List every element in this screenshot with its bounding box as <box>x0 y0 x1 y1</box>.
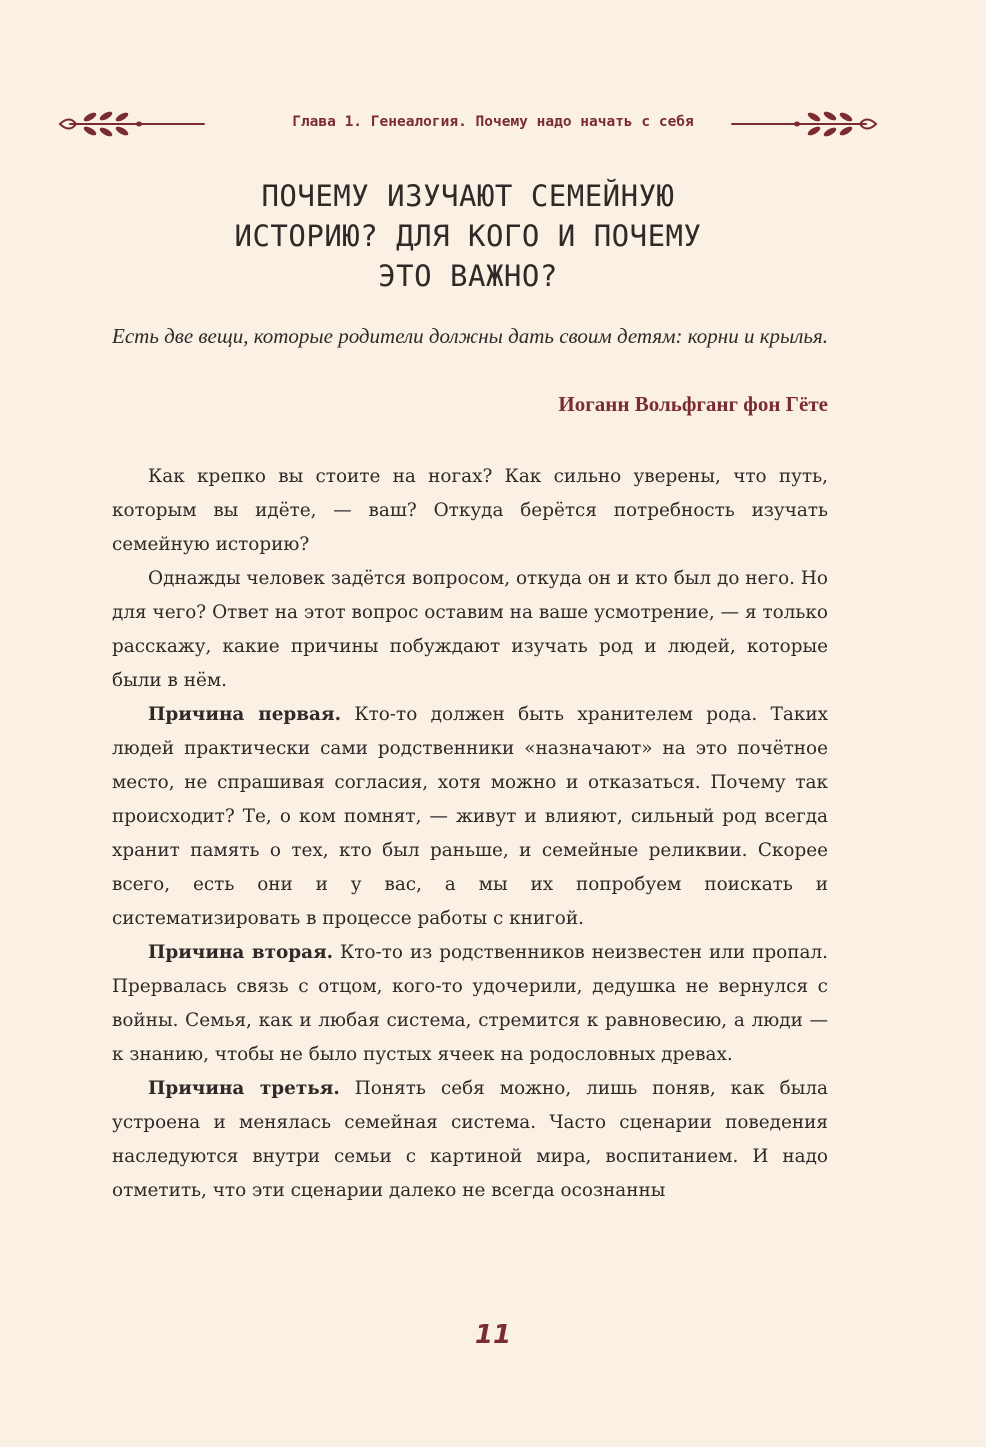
paragraph-lead: Причина вторая. <box>148 942 334 963</box>
paragraph <box>112 1072 828 1208</box>
running-title: Глава 1. Генеалогия. Почему надо начать с себя <box>292 114 694 130</box>
paragraph <box>112 698 828 936</box>
section-title-line: ИСТОРИЮ? ДЛЯ КОГО И ПОЧЕМУ <box>234 219 702 253</box>
paragraph-text: Кто-то из родственников неизвестен или пропал. Прервалась связь с отцом, кого-то удочерили, дедушка не вернулся с войны. Семья, как и любая система, стремится к равновесию, а люди — к знанию, чтобы не было пустых ячеек на родословных древах. <box>112 942 828 1065</box>
running-header <box>0 104 986 144</box>
paragraph-text: Кто-то должен быть хранителем рода. Таких людей практически сами родственники «назначают» на это почётное место, не спрашивая согласия, хотя можно и отказаться. Почему так происходит? Те, о ком помнят, — живут и влияют, сильный род всегда хранит память о тех, кто был раньше, и семейные реликвии. Скорее всего, есть они и у вас, а мы их попробуем поискать и систематизировать в процессе работы с книгой. <box>112 704 828 929</box>
section-title-line: ЭТО ВАЖНО? <box>378 259 558 293</box>
epigraph-author: Иоганн Вольфганг фон Гёте <box>558 392 828 416</box>
branch-ornament-icon <box>730 104 880 144</box>
section-title <box>110 176 826 296</box>
section-title-line: ПОЧЕМУ ИЗУЧАЮТ СЕМЕЙНУЮ <box>261 179 675 213</box>
page-number: 11 <box>474 1320 512 1350</box>
paragraph-lead: Причина первая. <box>148 704 341 725</box>
paragraph <box>112 936 828 1072</box>
paragraph <box>112 562 828 698</box>
paragraph <box>112 460 828 562</box>
body-text <box>112 460 828 1208</box>
paragraph-lead: Причина третья. <box>148 1078 340 1099</box>
paragraph-text: Как крепко вы стоите на ногах? Как сильно уверены, что путь, которым вы идёте, — ваш? Откуда берётся потребность изучать семейную историю? <box>112 466 828 555</box>
paragraph-text: Понять себя можно, лишь поняв, как была устроена и менялась семейная система. Часто сценарии поведения наследуются внутри семьи с картиной мира, воспитанием. И надо отметить, что эти сценарии далеко не всегда осознанны <box>112 1078 828 1201</box>
paragraph-text: Однажды человек задётся вопросом, откуда он и кто был до него. Но для чего? Ответ на этот вопрос оставим на ваше усмотрение, — я только расскажу, какие причины побуждают изучать род и людей, которые были в нём. <box>112 568 828 691</box>
epigraph-quote: Есть две вещи, которые родители должны дать своим детям: корни и крылья. <box>112 324 828 348</box>
